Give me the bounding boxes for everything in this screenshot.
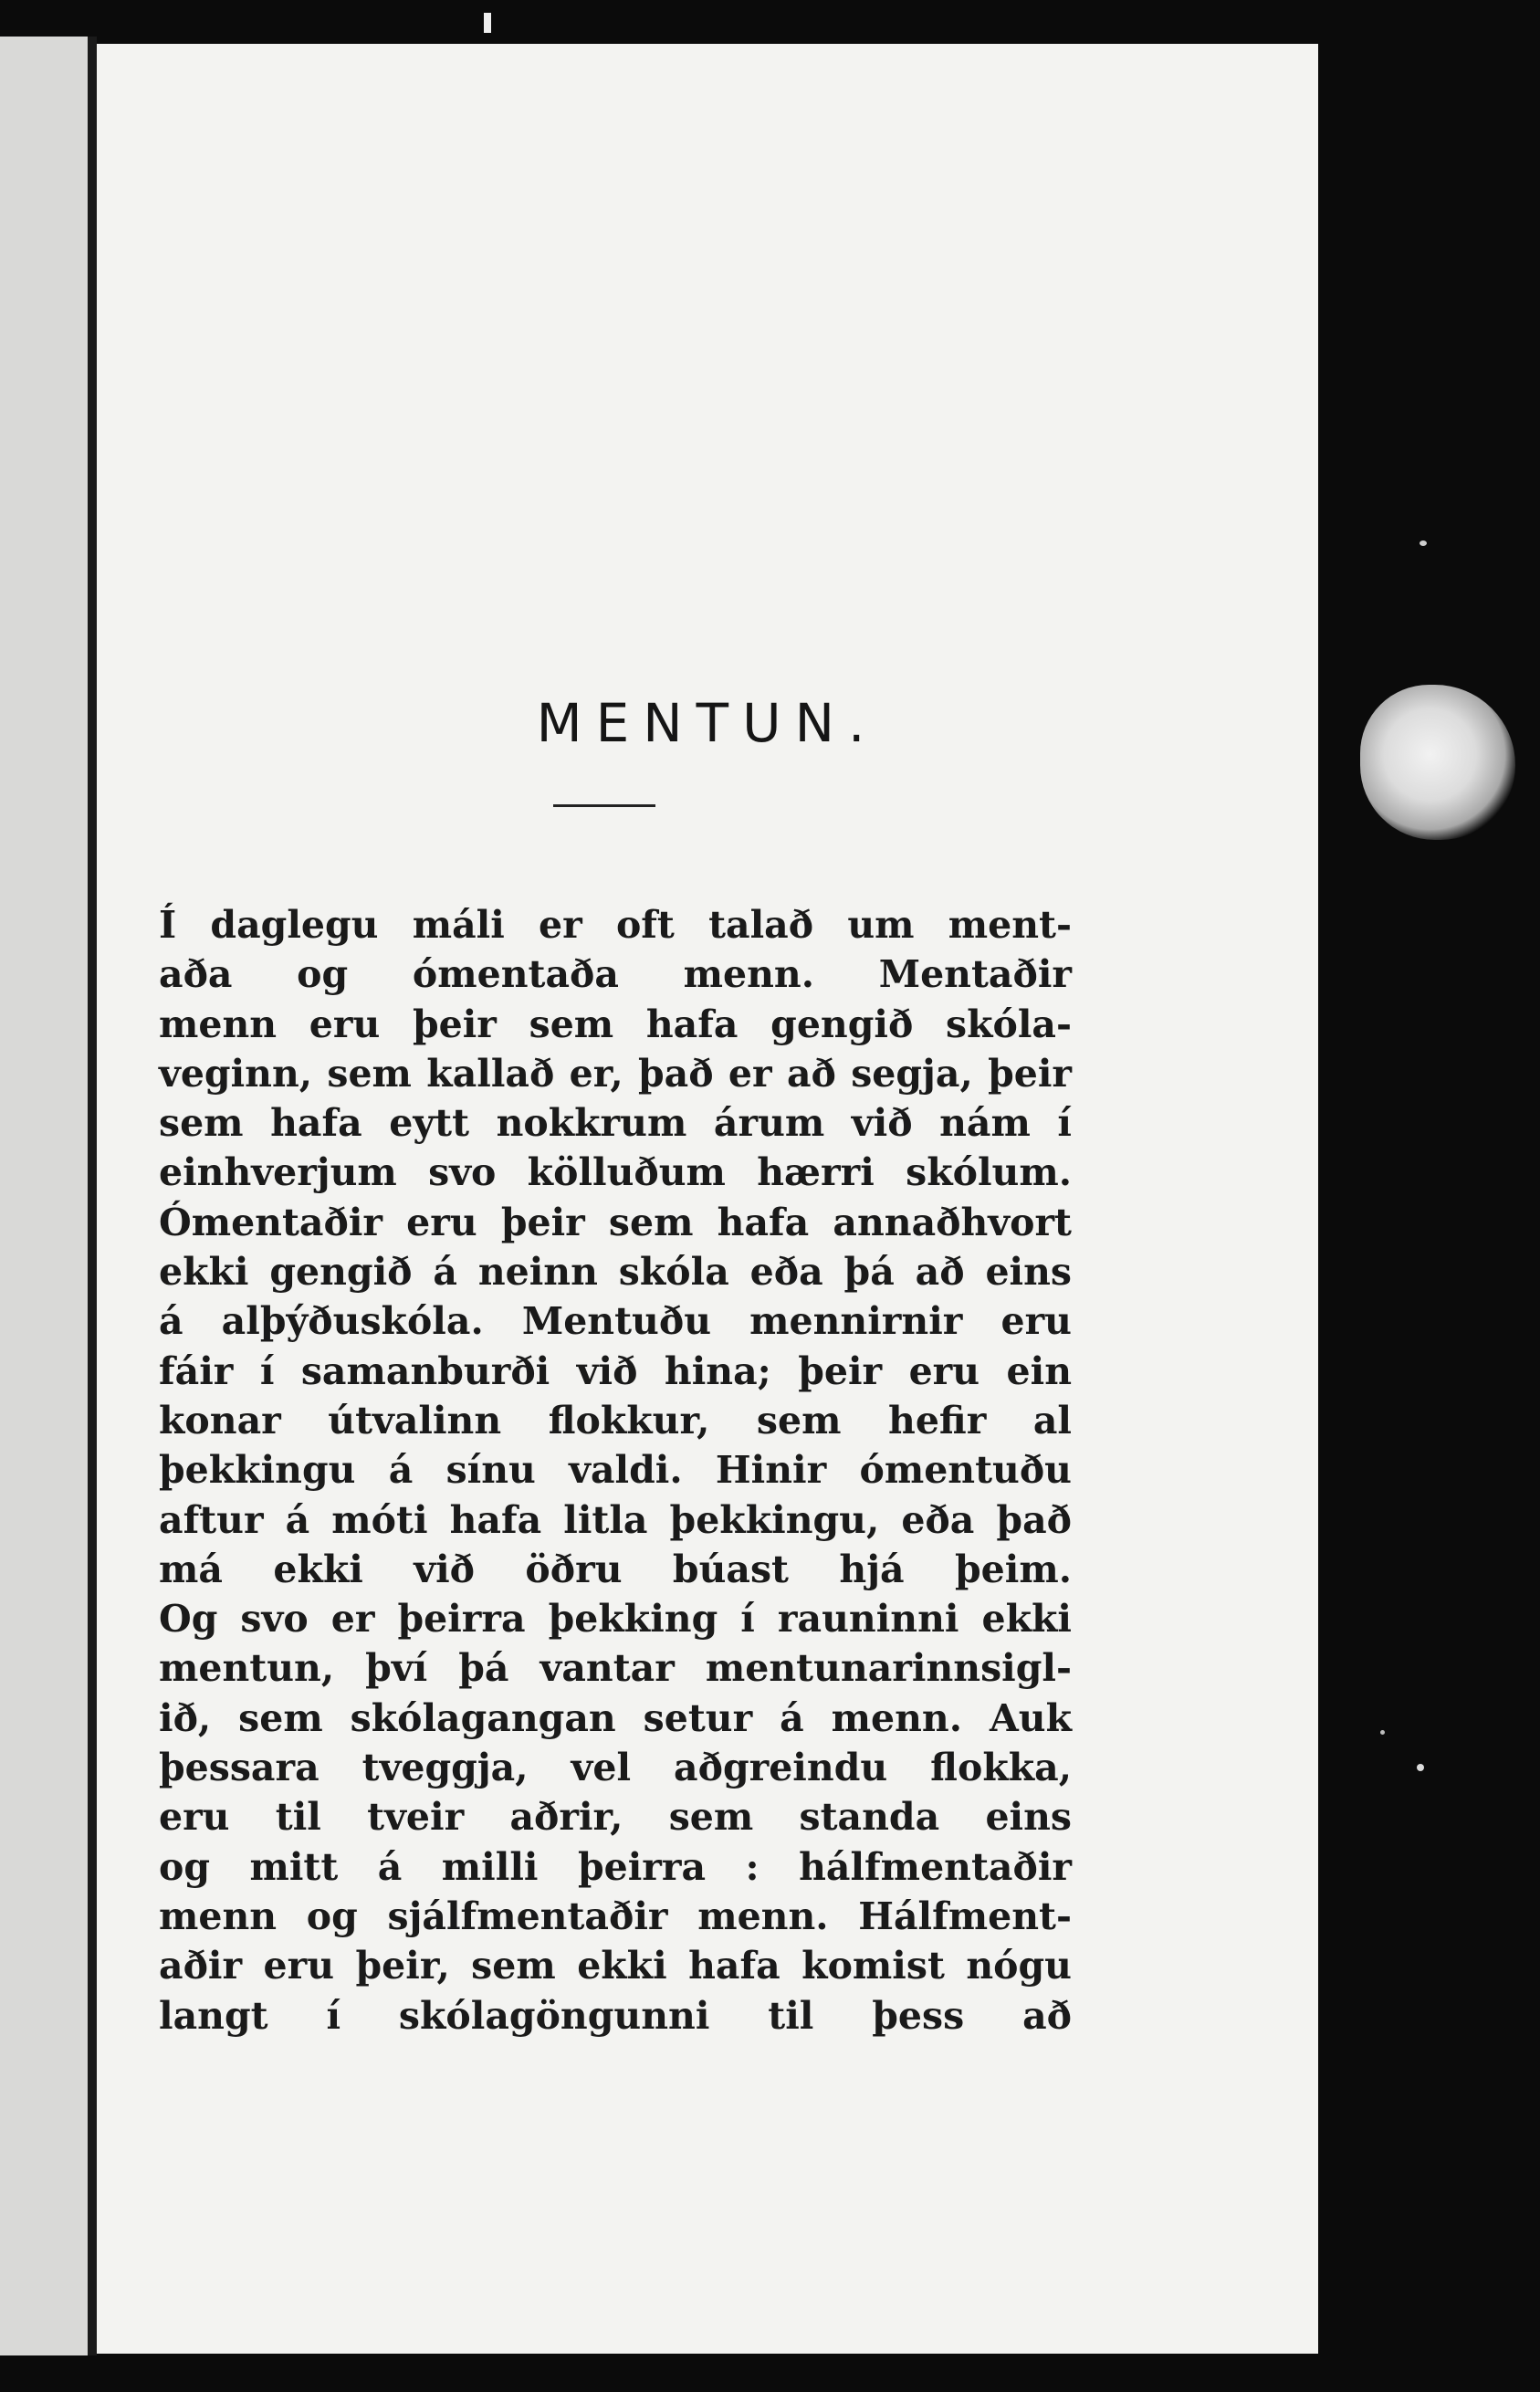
- facing-page-edge: [0, 37, 88, 2355]
- text-line: þekkingu á sínu valdi. Hinir ómentuðu: [159, 1448, 1072, 1493]
- body-text: [159, 900, 1072, 2041]
- page-title: MENTUN.: [536, 692, 879, 754]
- text-line: menn og sjálfmentaðir menn. Hálfment-: [159, 1894, 1072, 1938]
- title-rule: [553, 804, 655, 807]
- text-line: menn eru þeir sem hafa gengið skóla-: [159, 1002, 1072, 1046]
- text-line: mentun, því þá vantar mentunarinnsigl-: [159, 1646, 1072, 1691]
- text-line: einhverjum svo kölluðum hærri skólum.: [159, 1150, 1072, 1195]
- text-line: Í daglegu máli er oft talað um ment-: [159, 903, 1072, 947]
- text-line: og mitt á milli þeirra : hálfmentaðir: [159, 1844, 1072, 1889]
- scan-damage-spot: [1360, 685, 1515, 840]
- dust-speck: [1417, 1764, 1424, 1771]
- text-line: fáir í samanburði við hina; þeir eru ein: [159, 1348, 1072, 1393]
- book-spine: [88, 37, 97, 2355]
- text-line: eru til tveir aðrir, sem standa eins: [159, 1795, 1072, 1840]
- text-line: ekki gengið á neinn skóla eða þá að eins: [159, 1250, 1072, 1295]
- text-line: Og svo er þeirra þekking í rauninni ekki: [159, 1597, 1072, 1642]
- text-line: sem hafa eytt nokkrum árum við nám í: [159, 1101, 1072, 1146]
- dust-speck: [1380, 1730, 1385, 1735]
- dust-speck: [1420, 540, 1427, 546]
- scan-mark: [484, 13, 491, 33]
- text-line: konar útvalinn flokkur, sem hefir al: [159, 1398, 1072, 1443]
- text-line: ið, sem skólagangan setur á menn. Auk: [159, 1695, 1072, 1740]
- text-line: þessara tveggja, vel aðgreindu flokka,: [159, 1746, 1072, 1790]
- text-line: Ómentaðir eru þeir sem hafa annaðhvort: [159, 1200, 1072, 1244]
- book-page: [97, 44, 1318, 2354]
- text-line: veginn, sem kallað er, það er að segja, þeir: [159, 1051, 1072, 1096]
- text-line: langt í skólagöngunni til þess að: [159, 1993, 1072, 2038]
- text-line: á alþýðuskóla. Mentuðu mennirnir eru: [159, 1299, 1072, 1344]
- text-line: aða og ómentaða menn. Mentaðir: [159, 952, 1072, 997]
- text-line: aftur á móti hafa litla þekkingu, eða það: [159, 1497, 1072, 1542]
- text-line: aðir eru þeir, sem ekki hafa komist nógu: [159, 1944, 1072, 1988]
- text-line: má ekki við öðru búast hjá þeim.: [159, 1547, 1072, 1591]
